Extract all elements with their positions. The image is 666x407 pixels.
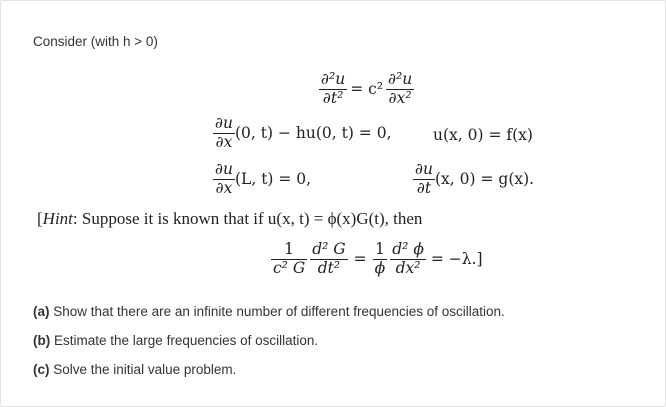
separation-equation: $\frac{1}{\text{c² G}}$ $\frac{\text{d² G}}{\text{dt²}}$ = $\frac{1}{\phi}$ $\frac{\text{d² ϕ}}{\text{dx²}}$ = −λ.]: [273, 240, 483, 277]
wave-equation: [319, 71, 414, 108]
part-b: (b) Estimate the large frequencies of oscillation.: [33, 333, 319, 348]
pde-lhs: $\frac{\text{∂²u}}{\text{∂t²}}$: [321, 70, 346, 107]
initial-displacement: u(x, 0) = f(x): [433, 126, 533, 144]
part-a: (a) Show that there are an infinite number of different frequencies of oscillation.: [33, 304, 505, 319]
pde-equals: = c²: [350, 80, 384, 99]
intro-text: Consider (with h > 0): [33, 34, 158, 49]
boundary-condition-left: $\frac{\partial u}{\partial x}$ (0, t) − hu(0, t) = 0,: [215, 114, 392, 151]
boundary-condition-right: $\frac{\partial u}{\partial x}$ (L, t) = 0,: [215, 160, 312, 197]
pde-rhs: $\frac{\text{∂²u}}{\text{∂x²}}$: [388, 70, 413, 107]
part-c: (c) Solve the initial value problem.: [33, 362, 237, 377]
hint-text: [Hint: Suppose it is known that if u(x, t) = ϕ(x)G(t), then: [37, 209, 423, 228]
initial-velocity: $\frac{\partial u}{\partial t}$ (x, 0) = g(x).: [415, 160, 535, 197]
